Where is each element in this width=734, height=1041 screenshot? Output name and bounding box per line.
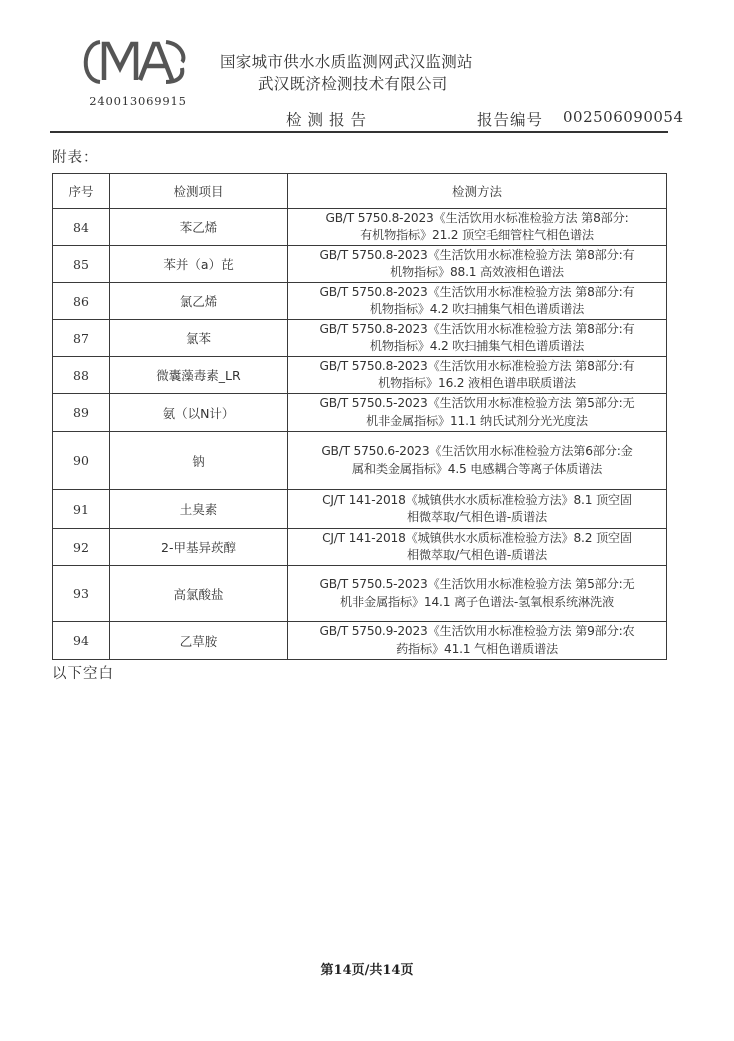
method-line2: 相微萃取/气相色谱-质谱法	[407, 548, 547, 562]
method-line1: GB/T 5750.6-2023《生活饮用水标准检验方法第6部分:金	[321, 444, 633, 458]
method-line1: CJ/T 141-2018《城镇供水水质标准检验方法》8.1 顶空固	[322, 492, 632, 507]
report-number: 002506090054	[563, 108, 684, 126]
row-method	[288, 283, 667, 320]
header-method: 检测方法	[288, 174, 667, 209]
row-seq: 85	[53, 246, 110, 283]
table-row	[53, 432, 667, 490]
table-row	[53, 357, 667, 394]
row-method	[288, 529, 667, 566]
row-method	[288, 209, 667, 246]
row-seq: 86	[53, 283, 110, 320]
row-method	[288, 320, 667, 357]
row-method	[288, 566, 667, 622]
method-line2: 机非金属指标》14.1 离子色谱法-氢氧根系统淋洗液	[340, 594, 614, 609]
row-seq: 88	[53, 357, 110, 394]
method-line2: 机物指标》4.2 吹扫捕集气相色谱质谱法	[369, 339, 585, 353]
table-row	[53, 622, 667, 660]
row-method	[288, 246, 667, 283]
attachment-label: 附表：	[52, 150, 99, 166]
method-line2: 机物指标》88.1 高效液相色谱法	[390, 265, 564, 279]
row-item: 氯乙烯	[110, 283, 288, 320]
row-item: 高氯酸盐	[110, 566, 288, 622]
method-line2: 机物指标》4.2 吹扫捕集气相色谱质谱法	[369, 302, 585, 316]
report-number-label: 报告编号	[477, 111, 544, 129]
method-line2: 有机物指标》21.2 顶空毛细管柱气相色谱法	[360, 228, 594, 242]
row-method	[288, 490, 667, 529]
method-line1: GB/T 5750.8-2023《生活饮用水标准检验方法 第8部分:有	[319, 284, 635, 299]
table-row	[53, 320, 667, 357]
row-item: 微囊藻毒素_LR	[110, 357, 288, 394]
method-line1: GB/T 5750.8-2023《生活饮用水标准检验方法 第8部分:	[325, 210, 629, 225]
method-line1: GB/T 5750.5-2023《生活饮用水标准检验方法 第5部分:无	[319, 577, 635, 591]
test-items-table	[52, 173, 667, 660]
cma-logo	[78, 38, 188, 86]
row-seq: 90	[53, 432, 110, 490]
header-item: 检测项目	[110, 174, 288, 209]
row-item: 氯苯	[110, 320, 288, 357]
cma-cert-number: 240013069915	[89, 94, 187, 108]
method-line1: GB/T 5750.9-2023《生活饮用水标准检验方法 第9部分:农	[319, 624, 635, 638]
method-line1: GB/T 5750.5-2023《生活饮用水标准检验方法 第5部分:无	[319, 396, 635, 410]
header-divider	[50, 131, 668, 133]
method-line2: 机物指标》16.2 液相色谱串联质谱法	[378, 376, 576, 390]
method-line1: CJ/T 141-2018《城镇供水水质标准检验方法》8.2 顶空固	[322, 530, 632, 545]
row-item: 氨（以N计）	[110, 394, 288, 432]
page-number: 第14页/共14页	[320, 963, 414, 978]
blank-below-note: 以下空白	[52, 666, 114, 682]
table-header-row	[53, 174, 667, 209]
row-seq: 87	[53, 320, 110, 357]
row-seq: 92	[53, 529, 110, 566]
row-seq: 84	[53, 209, 110, 246]
method-line1: GB/T 5750.8-2023《生活饮用水标准检验方法 第8部分:有	[319, 247, 635, 262]
table-row	[53, 394, 667, 432]
row-method	[288, 622, 667, 660]
table-row	[53, 566, 667, 622]
row-seq: 94	[53, 622, 110, 660]
method-line2: 药指标》41.1 气相色谱质谱法	[396, 641, 558, 656]
method-line2: 属和类金属指标》4.5 电感耦合等离子体质谱法	[351, 461, 603, 476]
method-line1: GB/T 5750.8-2023《生活饮用水标准检验方法 第8部分:有	[319, 358, 635, 373]
row-method	[288, 357, 667, 394]
table-row	[53, 490, 667, 529]
table-row	[53, 283, 667, 320]
row-seq: 91	[53, 490, 110, 529]
row-item: 土臭素	[110, 490, 288, 529]
method-line1: GB/T 5750.8-2023《生活饮用水标准检验方法 第8部分:有	[319, 321, 635, 336]
method-line2: 相微萃取/气相色谱-质谱法	[407, 510, 547, 524]
row-item: 2-甲基异莰醇	[110, 529, 288, 566]
report-title: 检测报告	[286, 111, 373, 129]
row-item: 钠	[110, 432, 288, 490]
header-seq: 序号	[53, 174, 110, 209]
row-method	[288, 432, 667, 490]
row-seq: 93	[53, 566, 110, 622]
row-item: 苯并（a）芘	[110, 246, 288, 283]
table-row	[53, 246, 667, 283]
row-item: 乙草胺	[110, 622, 288, 660]
row-seq: 89	[53, 394, 110, 432]
org-name-line2: 武汉既济检测技术有限公司	[258, 75, 448, 93]
method-line2: 机非金属指标》11.1 纳氏试剂分光光度法	[366, 413, 588, 428]
table-row	[53, 529, 667, 566]
row-method	[288, 394, 667, 432]
row-item: 苯乙烯	[110, 209, 288, 246]
org-name-line1: 国家城市供水水质监测网武汉监测站	[220, 53, 473, 71]
table-row	[53, 209, 667, 246]
